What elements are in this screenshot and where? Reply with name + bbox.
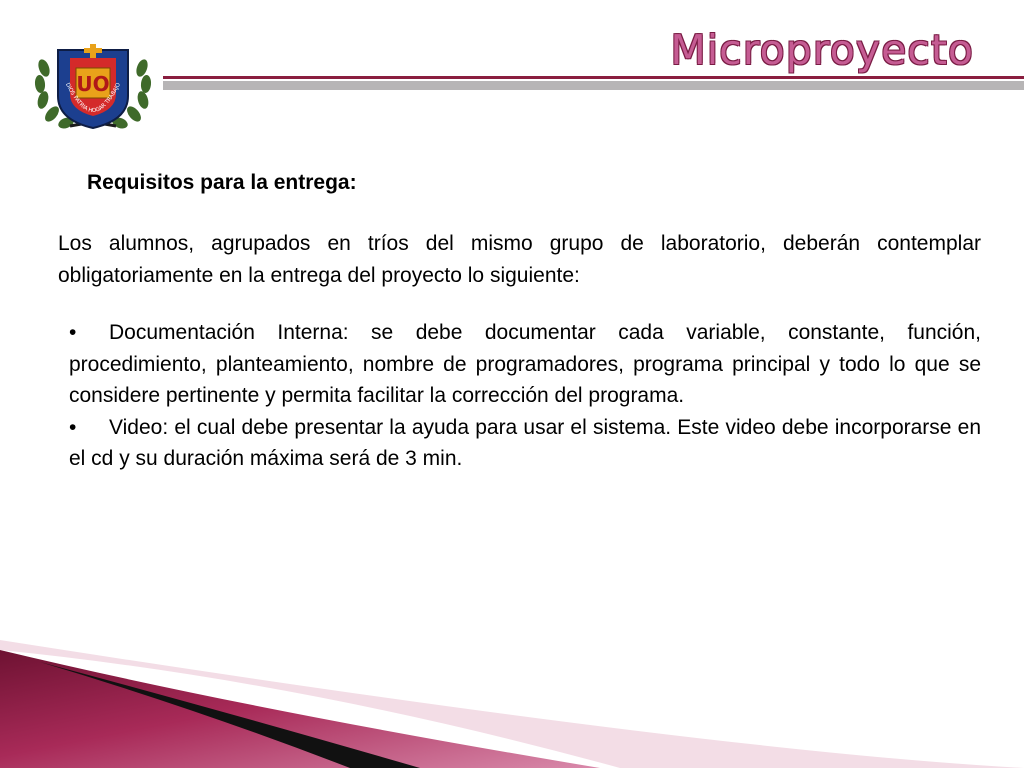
title-rule-maroon — [163, 76, 1024, 79]
bullet-icon: • — [69, 415, 77, 439]
bullet-text: Video: el cual debe presentar la ayuda para usar el sistema. Este video debe incorporarse en el cd y su duración máxima será de 3 min. — [69, 415, 981, 470]
section-heading: Requisitos para la entrega: — [87, 171, 357, 194]
list-item — [69, 412, 981, 475]
emblem-text: UO — [76, 72, 110, 96]
decorative-swoosh — [0, 640, 1024, 768]
intro-paragraph: Los alumnos, agrupados en tríos del mismo grupo de laboratorio, deberán contemplar obligatoriamente en la entrega del proyecto lo siguiente: — [58, 232, 981, 287]
title-rule-gray — [163, 81, 1024, 90]
bullet-text: Documentación Interna: se debe documentar cada variable, constante, función, procedimiento, planteamiento, nombre de programadores, programa principal y todo lo que se considere pertinente y permita facilitar la corrección del programa. — [69, 321, 981, 407]
slide-title: Microproyecto — [670, 26, 974, 74]
logo-motto: DIOS PATRIA HOGAR TRABAJO — [63, 82, 123, 115]
bullet-icon: • — [69, 321, 77, 344]
requirements-list — [69, 317, 981, 475]
school-crest-icon — [30, 40, 156, 132]
list-item — [69, 317, 981, 412]
